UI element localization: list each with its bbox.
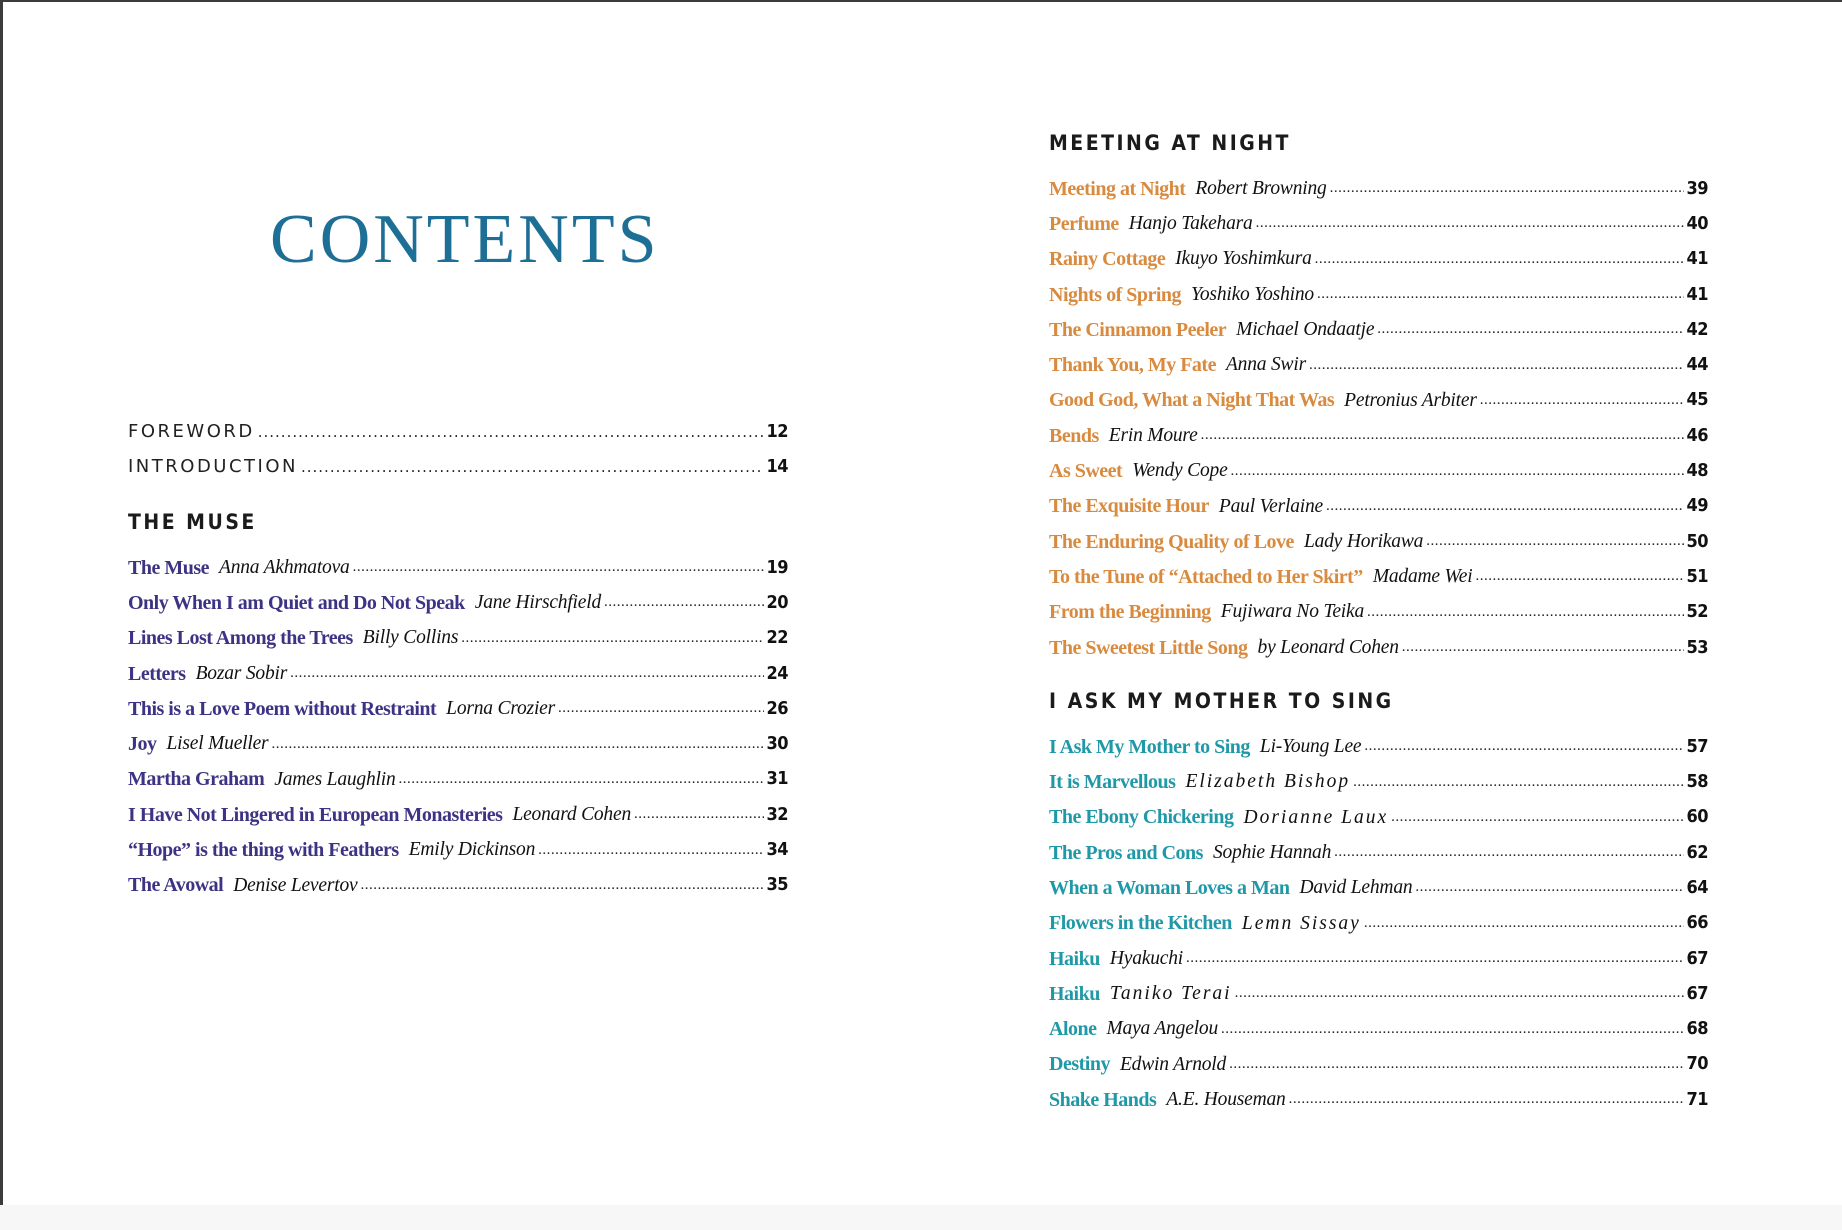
leader-dots — [1201, 428, 1685, 443]
leader-dots — [1235, 986, 1685, 1001]
page-number: 45 — [1686, 389, 1708, 411]
leader-dots — [1256, 216, 1685, 231]
page-number: 50 — [1686, 530, 1708, 552]
page-number: 41 — [1686, 248, 1708, 270]
toc-entry[interactable] — [1049, 277, 1708, 312]
poem-title: Perfume — [1049, 212, 1119, 235]
page-number: 49 — [1686, 495, 1708, 517]
toc-entry[interactable] — [1049, 453, 1708, 488]
section-list-i-ask-my-mother-to-sing — [1049, 729, 1708, 1117]
page-number: 12 — [766, 421, 788, 442]
poem-author: David Lehman — [1299, 877, 1413, 899]
toc-entry[interactable] — [128, 585, 788, 620]
toc-entry[interactable] — [1049, 312, 1708, 347]
poem-title: The Enduring Quality of Love — [1049, 530, 1294, 553]
toc-entry[interactable] — [128, 726, 788, 761]
page-number: 70 — [1686, 1053, 1708, 1075]
page-number: 51 — [1686, 565, 1708, 587]
toc-entry[interactable] — [1049, 764, 1708, 799]
leader-dots — [1480, 393, 1685, 408]
leader-dots — [1317, 287, 1685, 302]
poem-author: James Laughlin — [274, 768, 396, 790]
poem-author: A.E. Houseman — [1166, 1089, 1286, 1111]
leader-dots — [1186, 951, 1684, 966]
toc-entry[interactable] — [1049, 595, 1708, 630]
front-matter-row-foreword[interactable] — [128, 414, 788, 449]
poem-author: by Leonard Cohen — [1257, 636, 1399, 658]
window-bottom-strip — [0, 1205, 1842, 1230]
toc-entry[interactable] — [1049, 835, 1708, 870]
page-number: 53 — [1686, 636, 1708, 658]
page-number: 66 — [1686, 912, 1708, 934]
leader-dots — [538, 843, 764, 858]
poem-title: I Ask My Mother to Sing — [1049, 735, 1250, 758]
poem-author: Billy Collins — [362, 627, 459, 649]
poem-title: Bends — [1049, 424, 1099, 447]
leader-dots — [301, 458, 764, 476]
poem-author: Hanjo Takehara — [1128, 213, 1253, 235]
poem-author: Robert Browning — [1195, 177, 1327, 199]
page-number: 30 — [766, 733, 788, 755]
toc-entry[interactable] — [128, 656, 788, 691]
toc-entry[interactable] — [128, 762, 788, 797]
poem-author: Lady Horikawa — [1303, 530, 1424, 552]
toc-entry[interactable] — [1049, 729, 1708, 764]
toc-entry[interactable] — [1049, 630, 1708, 665]
toc-entry[interactable] — [1049, 1012, 1708, 1047]
page-number: 52 — [1686, 601, 1708, 623]
poem-title: To the Tune of “Attached to Her Skirt” — [1049, 565, 1363, 588]
leader-dots — [399, 772, 765, 787]
poem-title: Letters — [128, 662, 186, 685]
poem-author: Leonard Cohen — [512, 803, 631, 825]
poem-author: Ikuyo Yoshimkura — [1175, 248, 1312, 270]
poem-author: Anna Swir — [1225, 354, 1306, 376]
poem-author: Lorna Crozier — [446, 698, 556, 720]
leader-dots — [1402, 640, 1685, 655]
page-number: 42 — [1686, 318, 1708, 340]
page-number: 14 — [766, 456, 788, 477]
page-number: 39 — [1686, 177, 1708, 199]
poem-title: “Hope” is the thing with Feathers — [128, 839, 399, 862]
toc-entry[interactable] — [1049, 418, 1708, 453]
toc-entry[interactable] — [128, 832, 788, 867]
poem-title: Nights of Spring — [1049, 283, 1182, 306]
front-matter-label: INTRODUCTION — [128, 456, 298, 477]
toc-entry[interactable] — [1049, 524, 1708, 559]
page-number: 19 — [766, 556, 788, 578]
poem-author: Anna Akhmatova — [219, 556, 350, 578]
leader-dots — [1289, 1092, 1685, 1107]
poem-author: Fujiwara No Teika — [1220, 601, 1364, 623]
page-number: 26 — [766, 697, 788, 719]
poem-title: I Have Not Lingered in European Monasteries — [128, 803, 503, 826]
poem-title: The Pros and Cons — [1049, 841, 1203, 864]
poem-title: Shake Hands — [1049, 1088, 1157, 1111]
poem-author: Maya Angelou — [1106, 1018, 1219, 1040]
page-number: 48 — [1686, 460, 1708, 482]
poem-title: When a Woman Loves a Man — [1049, 876, 1290, 899]
toc-entry[interactable] — [1049, 347, 1708, 382]
leader-dots — [604, 595, 764, 610]
page-number: 64 — [1686, 876, 1708, 898]
page-number: 68 — [1686, 1018, 1708, 1040]
toc-entry[interactable] — [1049, 206, 1708, 241]
poem-title: Only When I am Quiet and Do Not Speak — [128, 591, 465, 614]
leader-dots — [271, 737, 764, 752]
page-number: 22 — [766, 627, 788, 649]
poem-title: Alone — [1049, 1018, 1097, 1041]
poem-title: Rainy Cottage — [1049, 248, 1166, 271]
leader-dots — [353, 560, 765, 575]
poem-title: The Cinnamon Peeler — [1049, 318, 1227, 341]
page-number: 24 — [766, 662, 788, 684]
toc-entry[interactable] — [1049, 800, 1708, 835]
poem-title: It is Marvellous — [1049, 771, 1176, 794]
poem-author: Dorianne Laux — [1243, 806, 1389, 828]
leader-dots — [1426, 534, 1684, 549]
leader-dots — [1309, 358, 1685, 373]
poem-author: Madame Wei — [1372, 566, 1473, 588]
poem-title: Martha Graham — [128, 768, 265, 791]
poem-author: Petronius Arbiter — [1344, 389, 1477, 411]
leader-dots — [258, 423, 765, 441]
toc-entry[interactable] — [1049, 242, 1708, 277]
leader-dots — [1367, 605, 1684, 620]
poem-title: From the Beginning — [1049, 601, 1211, 624]
poem-title: The Exquisite Hour — [1049, 495, 1209, 518]
poem-title: Thank You, My Fate — [1049, 354, 1216, 377]
page-number: 41 — [1686, 283, 1708, 305]
poem-title: Good God, What a Night That Was — [1049, 389, 1335, 412]
leader-dots — [360, 878, 764, 893]
poem-author: Lisel Mueller — [166, 733, 269, 755]
poem-title: The Ebony Chickering — [1049, 806, 1234, 829]
page-number: 20 — [766, 591, 788, 613]
poem-title: Haiku — [1049, 982, 1100, 1005]
poem-title: The Avowal — [128, 874, 224, 897]
page-number: 34 — [766, 839, 788, 861]
poem-author: Paul Verlaine — [1218, 495, 1324, 517]
leader-dots — [1364, 916, 1685, 931]
page-number: 67 — [1686, 982, 1708, 1004]
leader-dots — [1353, 775, 1684, 790]
leader-dots — [1364, 739, 1684, 754]
poem-title: Destiny — [1049, 1053, 1110, 1076]
toc-entry[interactable] — [1049, 1047, 1708, 1082]
toc-entry[interactable] — [1049, 383, 1708, 418]
leader-dots — [1330, 181, 1685, 196]
poem-author: Denise Levertov — [233, 874, 358, 896]
page-number: 35 — [766, 874, 788, 896]
poem-author: Wendy Cope — [1132, 460, 1228, 482]
poem-author: Edwin Arnold — [1119, 1053, 1227, 1075]
page-number: 60 — [1686, 806, 1708, 828]
page-number: 57 — [1686, 735, 1708, 757]
toc-entry[interactable] — [1049, 559, 1708, 594]
poem-author: Hyakuchi — [1109, 947, 1183, 969]
window-top-border — [0, 0, 1842, 2]
poem-author: Yoshiko Yoshino — [1191, 283, 1314, 305]
toc-entry[interactable] — [128, 621, 788, 656]
leader-dots — [1326, 499, 1684, 514]
leader-dots — [1229, 1057, 1684, 1072]
section-heading-i-ask-my-mother-to-sing: I ASK MY MOTHER TO SING — [1049, 689, 1394, 714]
page-number: 40 — [1686, 212, 1708, 234]
toc-entry[interactable] — [128, 691, 788, 726]
leader-dots — [1377, 322, 1684, 337]
front-matter-row-introduction[interactable] — [128, 449, 788, 484]
poem-author: Jane Hirschfield — [474, 592, 601, 614]
poem-title: Flowers in the Kitchen — [1049, 912, 1232, 935]
toc-entry[interactable] — [128, 868, 788, 903]
window-left-border — [0, 0, 3, 1230]
poem-title: The Sweetest Little Song — [1049, 636, 1248, 659]
page-number: 71 — [1686, 1088, 1708, 1110]
leader-dots — [634, 807, 764, 822]
toc-entry[interactable] — [1049, 489, 1708, 524]
poem-title: Meeting at Night — [1049, 177, 1186, 200]
page-number: 67 — [1686, 947, 1708, 969]
poem-author: Li-Young Lee — [1259, 736, 1362, 758]
section-list-meeting-at-night — [1049, 171, 1708, 665]
page-number: 58 — [1686, 771, 1708, 793]
toc-entry[interactable] — [1049, 976, 1708, 1011]
page-number: 62 — [1686, 841, 1708, 863]
toc-entry[interactable] — [128, 797, 788, 832]
page-title: CONTENTS — [270, 201, 660, 278]
poem-author: Sophie Hannah — [1212, 841, 1332, 863]
poem-title: This is a Love Poem without Restraint — [128, 697, 437, 720]
section-heading-meeting-at-night: MEETING AT NIGHT — [1049, 131, 1291, 155]
page-number: 32 — [766, 803, 788, 825]
leader-dots — [1221, 1022, 1684, 1037]
poem-author: Bozar Sobir — [195, 662, 288, 684]
leader-dots — [1391, 810, 1684, 825]
leader-dots — [1334, 845, 1684, 860]
poem-author: Lemn Sissay — [1241, 912, 1361, 934]
poem-author: Michael Ondaatje — [1236, 319, 1375, 341]
poem-title: Haiku — [1049, 947, 1100, 970]
leader-dots — [290, 666, 764, 681]
poem-title: Joy — [128, 733, 157, 756]
poem-author: Elizabeth Bishop — [1185, 771, 1351, 793]
poem-author: Taniko Terai — [1109, 983, 1232, 1005]
leader-dots — [1231, 464, 1685, 479]
page-number: 46 — [1686, 424, 1708, 446]
poem-title: As Sweet — [1049, 460, 1123, 483]
toc-entry[interactable] — [1049, 941, 1708, 976]
toc-entry[interactable] — [128, 550, 788, 585]
section-heading-the-muse: THE MUSE — [128, 510, 257, 534]
leader-dots — [1475, 569, 1684, 584]
page-number: 44 — [1686, 354, 1708, 376]
poem-author: Emily Dickinson — [408, 839, 536, 861]
page-number: 31 — [766, 768, 788, 790]
leader-dots — [1315, 252, 1685, 267]
front-matter-label: FOREWORD — [128, 421, 255, 442]
poem-title: Lines Lost Among the Trees — [128, 627, 353, 650]
poem-author: Erin Moure — [1108, 424, 1198, 446]
right-page-column — [1049, 126, 1708, 1117]
left-page-column — [128, 414, 788, 903]
toc-entry[interactable] — [1049, 1082, 1708, 1117]
leader-dots — [461, 631, 764, 646]
toc-entry[interactable] — [1049, 870, 1708, 905]
toc-entry[interactable] — [1049, 171, 1708, 206]
toc-entry[interactable] — [1049, 906, 1708, 941]
leader-dots — [1415, 880, 1684, 895]
section-list-the-muse — [128, 550, 788, 903]
leader-dots — [558, 701, 764, 716]
poem-title: The Muse — [128, 556, 209, 579]
